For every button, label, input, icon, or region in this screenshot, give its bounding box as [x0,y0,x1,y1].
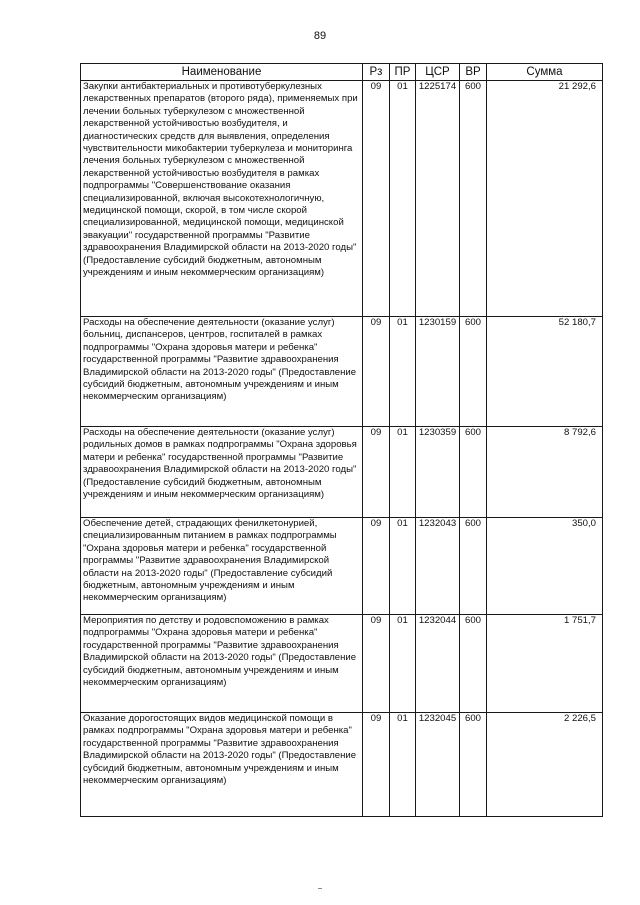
table-header-row [81,64,603,81]
cell-name: Закупки антибактериальных и противотуберкулезных лекарственных препаратов (второго ряда), применяемых при лечении больных туберкулезом с множественной лекарственной устойчивостью возбудителя, и диагностических средств для выявления, определения чувствительности микобактерии туберкулеза и мониторинга лечения больных туберкулезом с множественной лекарственной устойчивостью возбудителя в рамках подпрограммы "Совершенствование оказания специализированной, включая высокотехнологичную, медицинской помощи, скорой, в том числе скорой специализированной, медицинской помощи, медицинской эвакуации" государственной программы "Развитие здравоохранения Владимирской области на 2013-2020 годы" (Предоставление субсидий бюджетным, автономным учреждениям и иным некоммерческим организациям) [81,81,363,317]
cell-pr: 01 [390,317,416,427]
header-csr: ЦСР [416,64,460,81]
cell-csr: 1232045 [416,713,460,817]
cell-name: Обеспечение детей, страдающих фенилкетонурией, специализированным питанием в рамках подпрограммы "Охрана здоровья матери и ребенка" государственной программы "Развитие здравоохранения Владимирской области на 2013-2020 годы" (Предоставление субсидий бюджетным, автономным учреждениям и иным некоммерческим организациям) [81,518,363,615]
cell-rz: 09 [363,81,390,317]
cell-vr: 600 [460,427,487,518]
cell-csr: 1232043 [416,518,460,615]
cell-rz: 09 [363,317,390,427]
cell-csr: 1225174 [416,81,460,317]
cell-pr: 01 [390,427,416,518]
cell-name: Оказание дорогостоящих видов медицинской помощи в рамках подпрограммы "Охрана здоровья матери и ребенка" государственной программы "Развитие здравоохранения Владимирской области на 2013-2020 годы" (Предоставление субсидий бюджетным, автономным учреждениям и иным некоммерческим организациям) [81,713,363,817]
page-number: 89 [313,30,327,42]
budget-table [80,63,603,817]
header-pr: ПР [390,64,416,81]
table-row [81,518,603,615]
cell-rz: 09 [363,427,390,518]
cell-sum: 1 751,7 [487,615,603,713]
table-row [81,615,603,713]
cell-sum: 2 226,5 [487,713,603,817]
cell-csr: 1230159 [416,317,460,427]
cell-name: Расходы на обеспечение деятельности (оказание услуг) больниц, диспансеров, центров, госпиталей в рамках подпрограммы "Охрана здоровья матери и ребенка" государственной программы "Развитие здравоохранения Владимирской области на 2013-2020 годы" (Предоставление субсидий бюджетным, автономным учреждениям и иным некоммерческим организациям) [81,317,363,427]
cell-pr: 01 [390,81,416,317]
table-row [81,427,603,518]
cell-rz: 09 [363,713,390,817]
cell-sum: 21 292,6 [487,81,603,317]
cell-vr: 600 [460,317,487,427]
cell-pr: 01 [390,518,416,615]
cell-sum: 8 792,6 [487,427,603,518]
cell-name: Расходы на обеспечение деятельности (оказание услуг) родильных домов в рамках подпрограммы "Охрана здоровья матери и ребенка" государственной программы "Развитие здравоохранения Владимирской области на 2013-2020 годы" (Предоставление субсидий бюджетным, автономным учреждениям и иным некоммерческим организациям) [81,427,363,518]
header-sum: Сумма [487,64,603,81]
cell-sum: 350,0 [487,518,603,615]
cell-sum: 52 180,7 [487,317,603,427]
header-rz: Рз [363,64,390,81]
cell-vr: 600 [460,518,487,615]
table-row [81,81,603,317]
table-row [81,317,603,427]
cell-name: Мероприятия по детству и родовспоможению в рамках подпрограммы "Охрана здоровья матери и ребенка" государственной программы "Развитие здравоохранения Владимирской области на 2013-2020 годы" (Предоставление субсидий бюджетным, автономным учреждениям и иным некоммерческим организациям) [81,615,363,713]
cell-rz: 09 [363,615,390,713]
header-name: Наименование [81,64,363,81]
header-vr: ВР [460,64,487,81]
cell-vr: 600 [460,81,487,317]
cell-vr: 600 [460,615,487,713]
cell-rz: 09 [363,518,390,615]
scan-mark [318,888,322,889]
cell-csr: 1232044 [416,615,460,713]
table-row [81,713,603,817]
cell-pr: 01 [390,615,416,713]
cell-vr: 600 [460,713,487,817]
cell-pr: 01 [390,713,416,817]
cell-csr: 1230359 [416,427,460,518]
